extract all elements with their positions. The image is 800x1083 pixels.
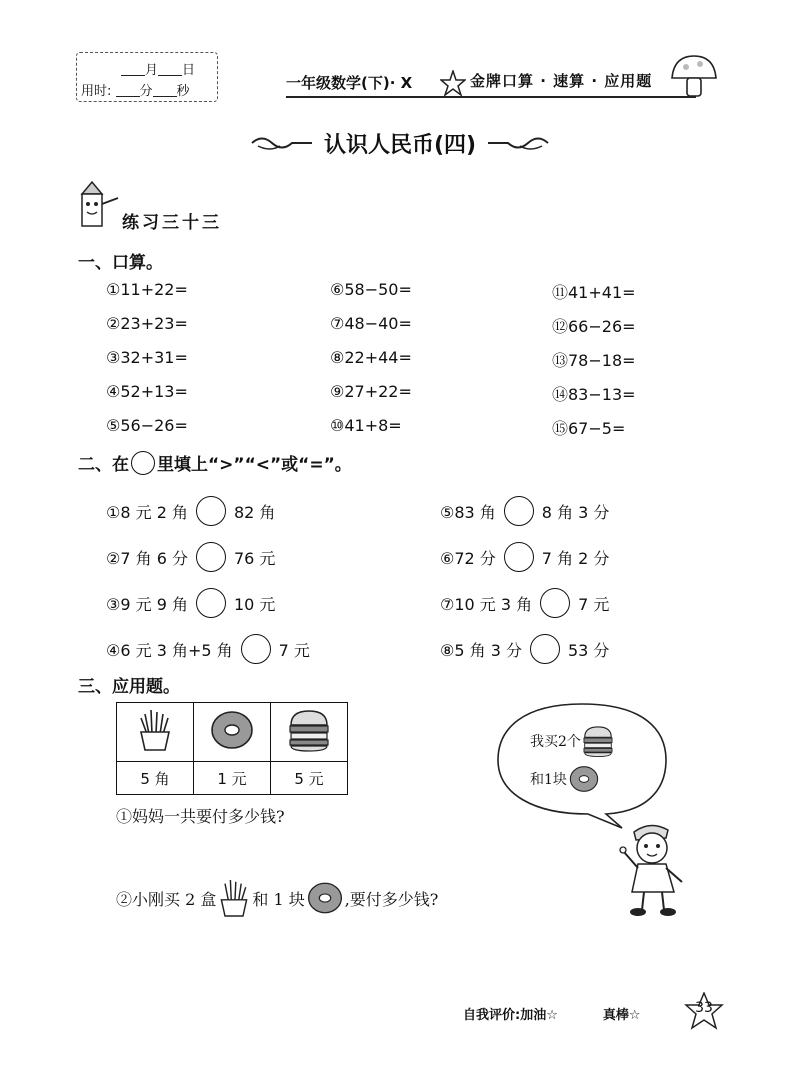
- donut-cell: [194, 703, 271, 762]
- heading-circle-icon: [131, 451, 155, 475]
- practice-title: 练习三十三: [122, 213, 222, 233]
- page-title: 认识人民币(四): [323, 133, 477, 158]
- date-time-box: [76, 52, 218, 102]
- price-table: [116, 702, 348, 795]
- compare-right-col: [440, 488, 609, 672]
- oral-item: ⑨27+22=: [330, 382, 412, 401]
- burger-cell: [271, 703, 348, 762]
- answer-circle[interactable]: [504, 542, 534, 572]
- fries-icon: [135, 708, 175, 752]
- compare-item: ⑥72 分 7 角 2 分: [440, 534, 609, 580]
- compare-item: ④6 元 3 角+5 角 7 元: [106, 626, 310, 672]
- oral-item: ⑮67−5=: [552, 419, 626, 438]
- date-row: 月 日: [121, 59, 195, 78]
- right-ornament-icon: [486, 132, 550, 154]
- answer-circle[interactable]: [196, 588, 226, 618]
- oral-item: ⑫66−26=: [552, 317, 636, 336]
- compare-item: ⑧5 角 3 分 53 分: [440, 626, 609, 672]
- compare-item: ⑤83 角 8 角 3 分: [440, 488, 609, 534]
- bubble-line-1: 我买2个: [530, 724, 615, 758]
- oral-col-3: [552, 280, 636, 450]
- donut-icon: [567, 764, 601, 794]
- answer-circle[interactable]: [196, 496, 226, 526]
- burger-price: 5 元: [271, 762, 348, 795]
- girl-illustration-icon: [606, 818, 698, 918]
- oral-item: ⑦48−40=: [330, 314, 412, 333]
- page-number: 33: [695, 1000, 713, 1016]
- oral-item: ④52+13=: [106, 382, 188, 401]
- answer-circle[interactable]: [196, 542, 226, 572]
- oral-item: ①11+22=: [106, 280, 188, 299]
- answer-circle[interactable]: [241, 634, 271, 664]
- compare-item: ⑦10 元 3 角 7 元: [440, 580, 609, 626]
- burger-icon: [286, 707, 332, 753]
- book-title: 一年级数学(下)· X: [286, 74, 413, 92]
- compare-item: ①8 元 2 角 82 角: [106, 488, 310, 534]
- bubble-line-2: 和1块: [530, 764, 601, 794]
- compare-left-col: [106, 488, 310, 672]
- donut-icon: [209, 708, 255, 752]
- oral-item: ⑪41+41=: [552, 283, 636, 302]
- oral-item: ⑩41+8=: [330, 416, 402, 435]
- header-rule: [286, 96, 696, 98]
- star-icon: [440, 70, 466, 96]
- mushroom-icon: [668, 52, 720, 102]
- series-name: 金牌口算 · 速算 · 应用题: [470, 72, 653, 90]
- oral-col-1: [106, 280, 188, 450]
- oral-item: ②23+23=: [106, 314, 188, 333]
- answer-circle[interactable]: [540, 588, 570, 618]
- burger-icon: [581, 724, 615, 758]
- oral-item: ⑤56−26=: [106, 416, 188, 435]
- oral-item: ⑧22+44=: [330, 348, 412, 367]
- section1-heading: 一、口算。: [78, 253, 163, 273]
- donut-price: 1 元: [194, 762, 271, 795]
- oral-item: ⑬78−18=: [552, 351, 636, 370]
- oral-item: ⑥58−50=: [330, 280, 412, 299]
- section3-heading: 三、应用题。: [78, 677, 180, 697]
- answer-circle[interactable]: [504, 496, 534, 526]
- question-2: ②小刚买 2 盒 和 1 块 ,要付多少钱?: [116, 878, 438, 918]
- self-evaluation: 自我评价:加油☆ 真棒☆: [463, 1008, 641, 1023]
- fries-price: 5 角: [117, 762, 194, 795]
- fries-icon: [216, 878, 252, 918]
- pencil-mascot-icon: [74, 180, 124, 232]
- oral-col-2: [330, 280, 412, 450]
- section2-heading: 二、在 里填上“>”“<”或“=”。: [78, 450, 352, 475]
- question-1: ①妈妈一共要付多少钱?: [116, 807, 285, 826]
- oral-item: ⑭83−13=: [552, 385, 636, 404]
- time-row: 用时: 分 秒: [81, 84, 190, 99]
- fries-cell: [117, 703, 194, 762]
- donut-icon: [305, 880, 345, 916]
- compare-item: ③9 元 9 角 10 元: [106, 580, 310, 626]
- compare-item: ②7 角 6 分 76 元: [106, 534, 310, 580]
- oral-item: ③32+31=: [106, 348, 188, 367]
- answer-circle[interactable]: [530, 634, 560, 664]
